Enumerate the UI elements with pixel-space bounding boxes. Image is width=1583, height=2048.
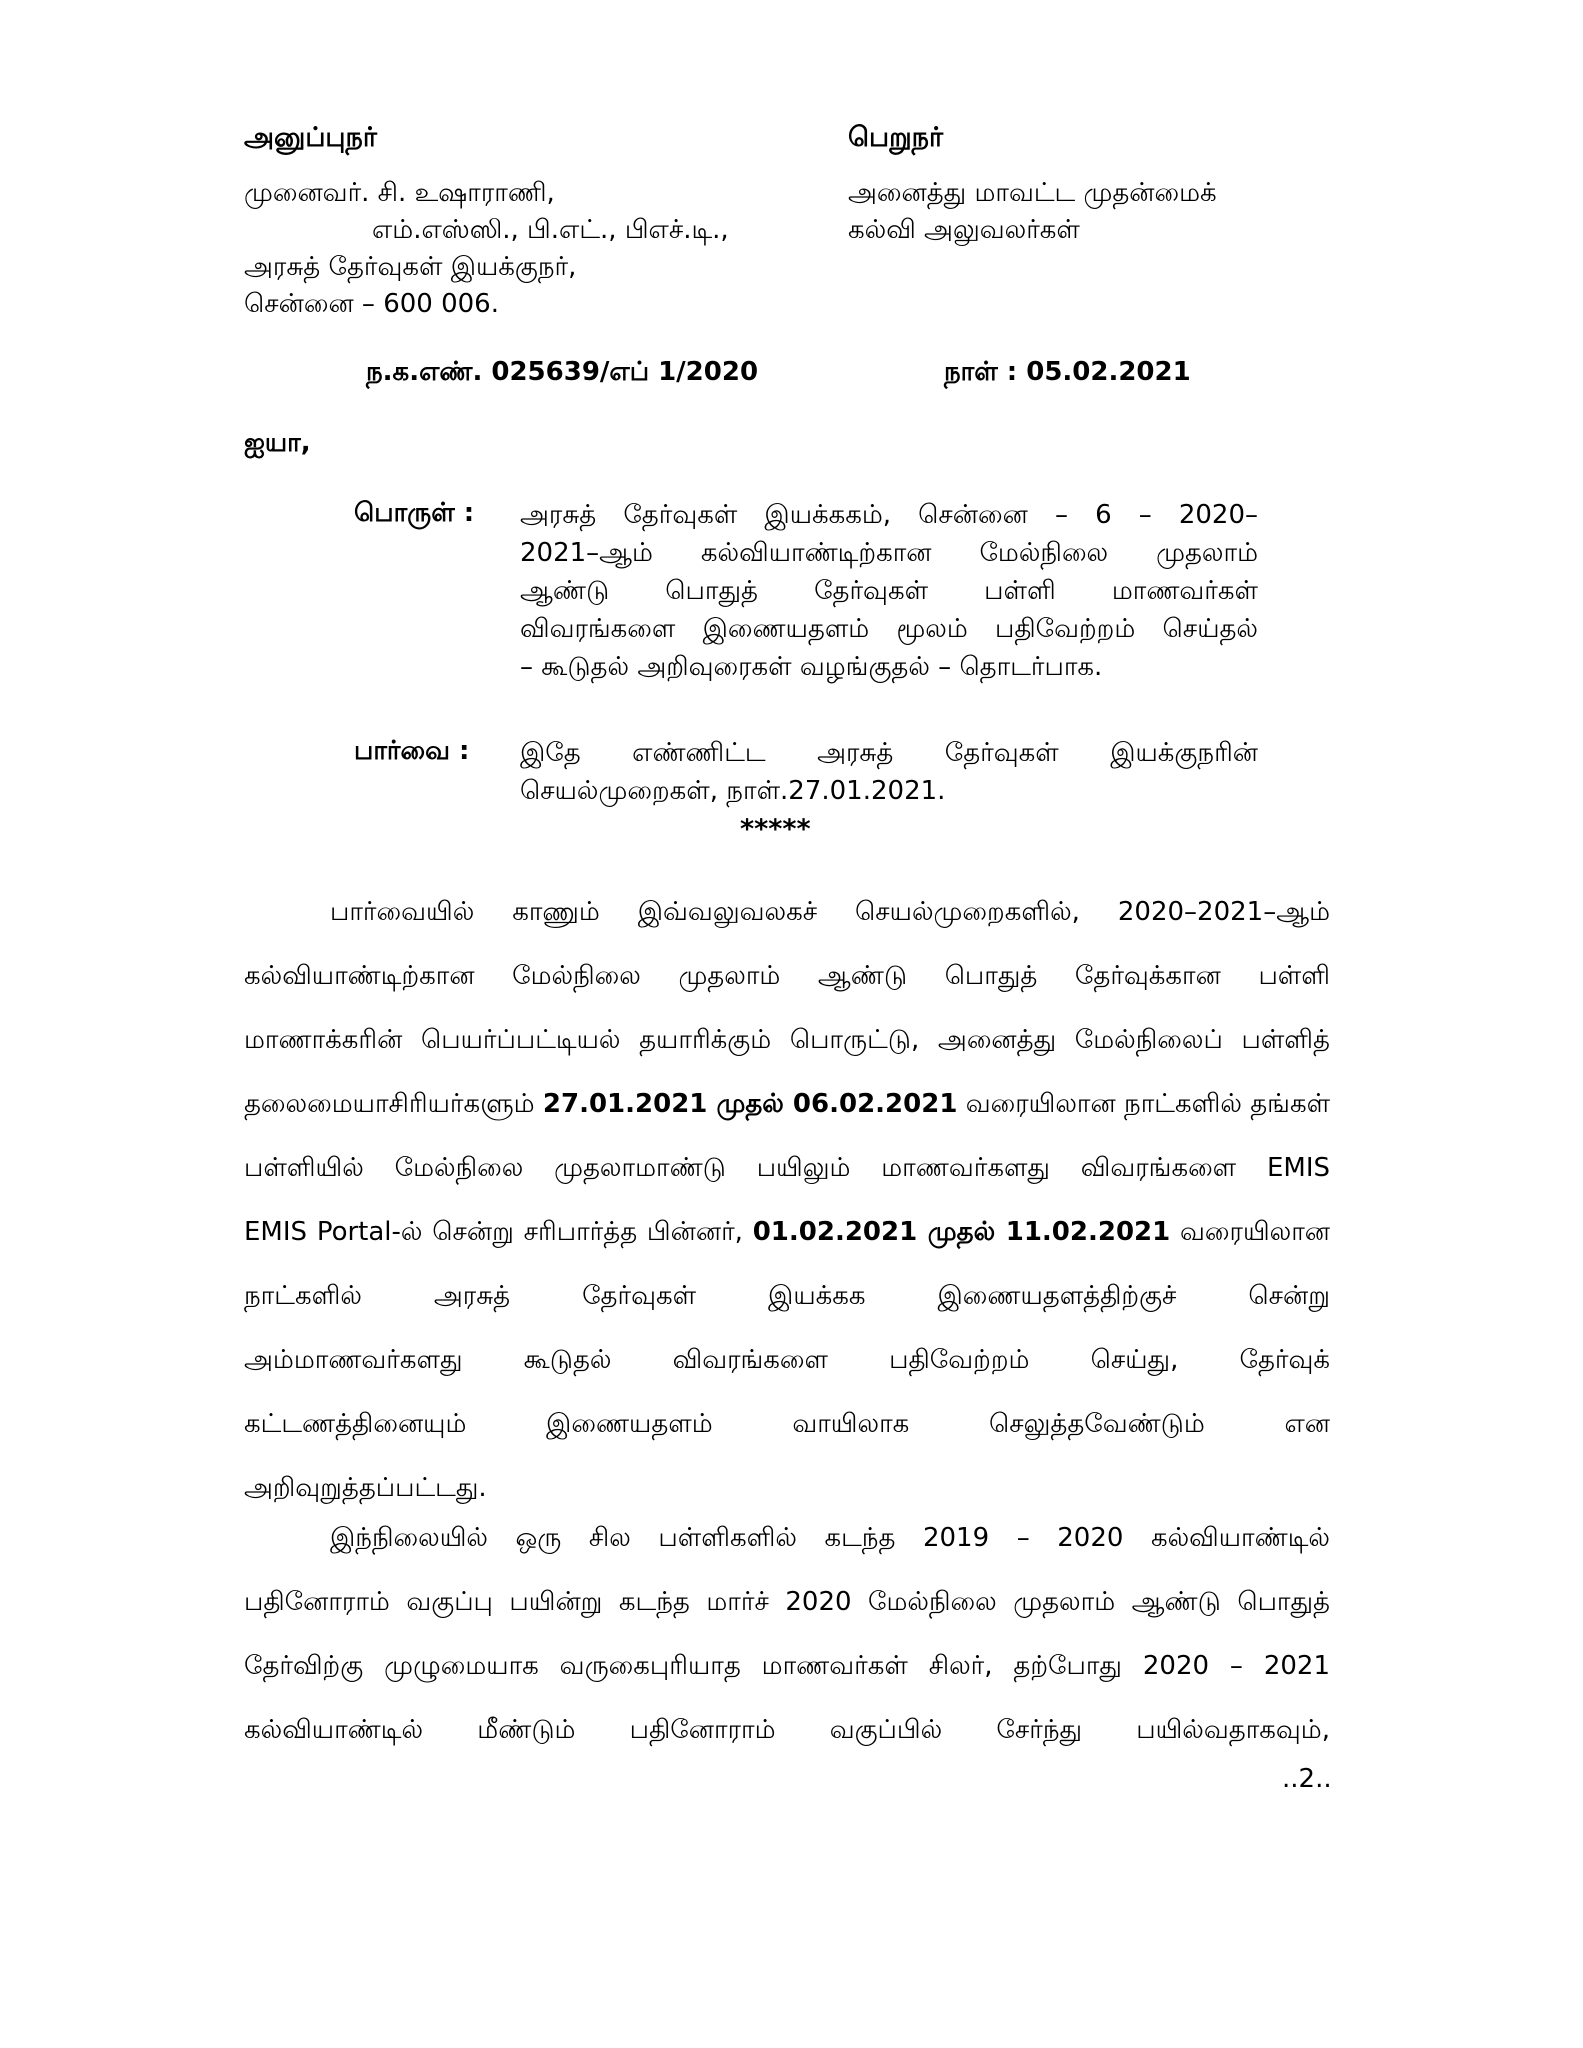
reference-text: இதே எண்ணிட்ட அரசுத் தேர்வுகள் இயக்குநரின் செயல்முறைகள், நாள்.27.01.2021.: [520, 738, 1258, 806]
salutation: ஐயா,: [244, 428, 311, 458]
reference-label: பார்வை :: [354, 736, 470, 766]
subject-label: பொருள் :: [354, 498, 475, 528]
separator-stars: *****: [740, 814, 811, 845]
page-continuation-marker: ..2..: [1282, 1764, 1332, 1794]
letter-date: நாள் : 05.02.2021: [944, 357, 1191, 387]
sender-qualifications: எம்.எஸ்ஸி., பி.எட்., பிஎச்.டி.,: [372, 215, 729, 245]
sender-name: முனைவர். சி. உஷாராணி,: [244, 178, 555, 208]
paragraph-1: பார்வையில் காணும் இவ்வலுவலகச் செயல்முறைகளில், 2020–2021–ஆம் கல்வியாண்டிற்கான மேல்நிலை முதலாம் ஆண்டு பொதுத் தேர்வுக்கான பள்ளி மாணாக்கரின் பெயர்ப்பட்டியல் தயாரிக்கும் பொருட்டு, அனைத்து மேல்நிலைப் பள்ளித் தலைமையாசிரியர்களும் 27.01.2021 முதல் 06.02.2021 வரையிலான நாட்களில் தங்கள் பள்ளியில் மேல்நிலை முதலாமாண்டு பயிலும் மாணவர்களது விவரங்களை EMIS EMIS Portal-ல் சென்று சரிபார்த்த பின்னர், 01.02.2021 முதல் 11.02.2021 வரையிலான நாட்களில் அரசுத் தேர்வுகள் இயக்கக இணையதளத்திற்குச் சென்று அம்மாணவர்களது கூடுதல் விவரங்களை பதிவேற்றம் செய்து, தேர்வுக் கட்டணத்தினையும் இணையதளம் வாயிலாக செலுத்தவேண்டும் என அறிவுறுத்தப்பட்டது.: [244, 897, 1331, 1503]
paragraph-2: இந்நிலையில் ஒரு சில பள்ளிகளில் கடந்த 2019 – 2020 கல்வியாண்டில் பதினோராம் வகுப்பு பயின்று கடந்த மார்ச் 2020 மேல்நிலை முதலாம் ஆண்டு பொதுத் தேர்விற்கு முழுமையாக வருகைபுரியாத மாணவர்கள் சிலர், தற்போது 2020 – 2021 கல்வியாண்டில் மீண்டும் பதினோராம் வகுப்பில் சேர்ந்து பயில்வதாகவும்,: [244, 1523, 1330, 1745]
sender-heading: அனுப்புநர்: [244, 122, 377, 153]
recipient-line-2: கல்வி அலுவலர்கள்: [848, 215, 1080, 245]
recipient-heading: பெறுநர்: [848, 122, 944, 153]
reference-number: ந.க.எண். 025639/எப் 1/2020: [366, 357, 759, 387]
subject-text: அரசுத் தேர்வுகள் இயக்ககம், சென்னை – 6 – 2020– 2021–ஆம் கல்வியாண்டிற்கான மேல்நிலை முதலாம் ஆண்டு பொதுத் தேர்வுகள் பள்ளி மாணவர்கள் விவரங்களை இணையதளம் மூலம் பதிவேற்றம் செய்தல் – கூடுதல் அறிவுரைகள் வழங்குதல் – தொடர்பாக.: [520, 500, 1258, 682]
sender-address: சென்னை – 600 006.: [244, 289, 499, 319]
recipient-line-1: அனைத்து மாவட்ட முதன்மைக்: [848, 178, 1217, 208]
sender-designation: அரசுத் தேர்வுகள் இயக்குநர்,: [244, 252, 577, 282]
